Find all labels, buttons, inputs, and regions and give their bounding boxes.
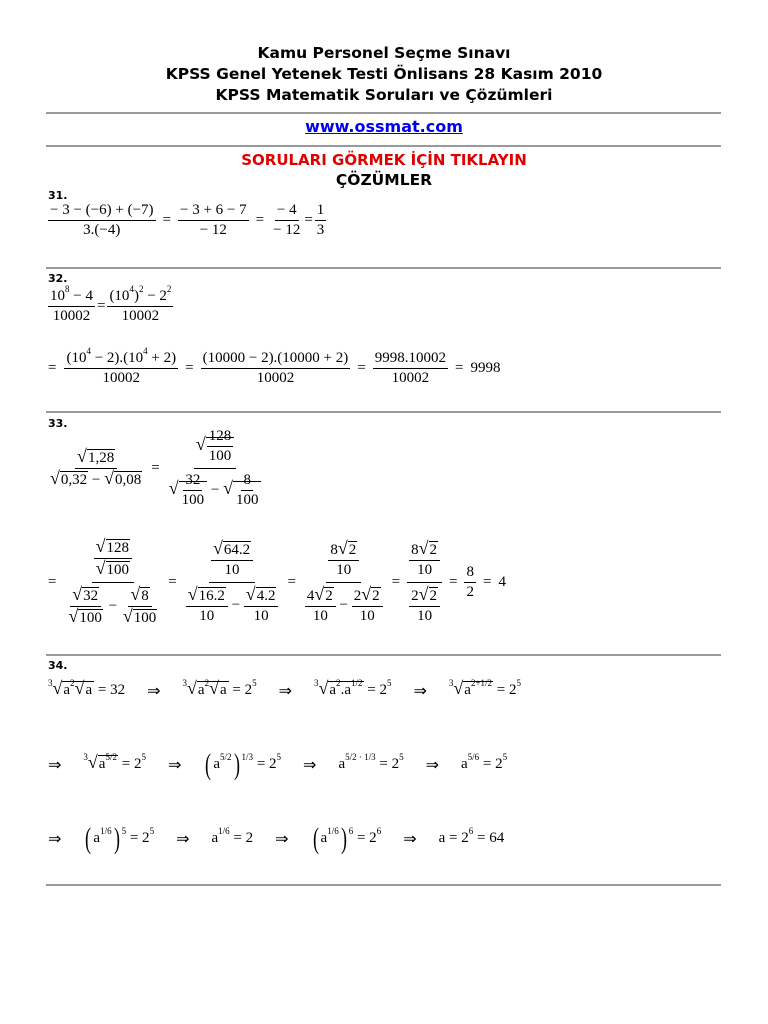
- doc-title-line1: Kamu Personel Seçme Sınavı: [257, 44, 511, 62]
- solution-34-line3: ⇒ ( $a^{1/6}$) $^5 = 2^5$ ⇒ $a^{1/6} = 2$ ⇒ ( $a^{1/6}$) $^6 = 2^6$ ⇒ $a = 2^6 = 64$: [48, 822, 505, 855]
- question-number-31: 31.: [48, 189, 68, 202]
- solution-32-line2: = $\frac{(10^4 - 2).(10^4 + 2)}{10002}$ = $\frac{(10000 - 2).(10000 + 2)}{10002}$ = $\frac{9998.10002}{10002}$ = 9998: [48, 346, 501, 386]
- website-link[interactable]: www.ossmat.com: [305, 117, 463, 136]
- solutions-title: ÇÖZÜMLER: [335, 171, 433, 189]
- doc-title-line3: KPSS Matematik Soruları ve Çözümleri: [215, 86, 553, 104]
- solution-33-line1: $\frac{√1,28}{√0,32 - √0,08}$ = √ $\frac{128}{100}$ √ $\frac{32}{100}$ − √ $\frac{8}{100}$: [48, 428, 263, 509]
- question-number-34: 34.: [48, 659, 68, 672]
- question-number-33: 33.: [48, 417, 68, 430]
- solution-31-formula: $\frac{- 3 - (-6) + (-7)}{3.(-4)}$ = $\frac{- 3 + 6 - 7}{- 12}$ = $\frac{- 4}{- 12}$ = $\frac{1}{3}$: [50, 202, 325, 238]
- doc-title-line2: KPSS Genel Yetenek Testi Önlisans 28 Kasım 2010: [165, 65, 603, 83]
- divider: [46, 267, 721, 269]
- solution-32-line1: $\frac{10^8 - 4}{10002}$ = $\frac{(10^4)^2 - 2^2}{10002}$: [50, 284, 172, 324]
- solution-33-line2: = $\frac{√128}{√100}$ $\frac{√32}{√100}$ − $\frac{√8}{√100}$ = $\frac{√64.2}{10}$ $\frac{√16.2}{10}$ − $\frac{√4.2}{10}$ = $\frac{8√2}{10}$ $\frac{4√2}{10}$ − $\frac{2√2}{10}$ = $\frac{\frac{8√2}{10}}{\frac{2√2}{10}}$ = $\frac{8}{2}$ = 4: [48, 536, 506, 626]
- divider: [46, 884, 721, 886]
- question-number-32: 32.: [48, 272, 68, 285]
- divider: [46, 411, 721, 413]
- divider: [46, 145, 721, 147]
- divider: [46, 112, 721, 114]
- questions-link-row: [0, 151, 768, 169]
- solution-34-line1: $^3√a^2√a = 32$ ⇒ $^3√a^2√a = 2^5$ ⇒ $^3√a^2.a^{1/2} = 2^5$ ⇒ $^3√a^{2+1/2} = 2^5$: [48, 678, 521, 700]
- solution-34-line2: ⇒ $^3√a^{5/2} = 2^5$ ⇒ ( $a^{5/2}$) $^{1/3} = 2^5$ ⇒ $a^{5/2 \cdot 1/3} = 2^5$ ⇒ $a^{5/6} = 2^5$: [48, 748, 508, 781]
- website-row: [0, 117, 768, 136]
- divider: [46, 654, 721, 656]
- questions-link[interactable]: SORULARI GÖRMEK İÇİN TIKLAYIN: [241, 151, 527, 169]
